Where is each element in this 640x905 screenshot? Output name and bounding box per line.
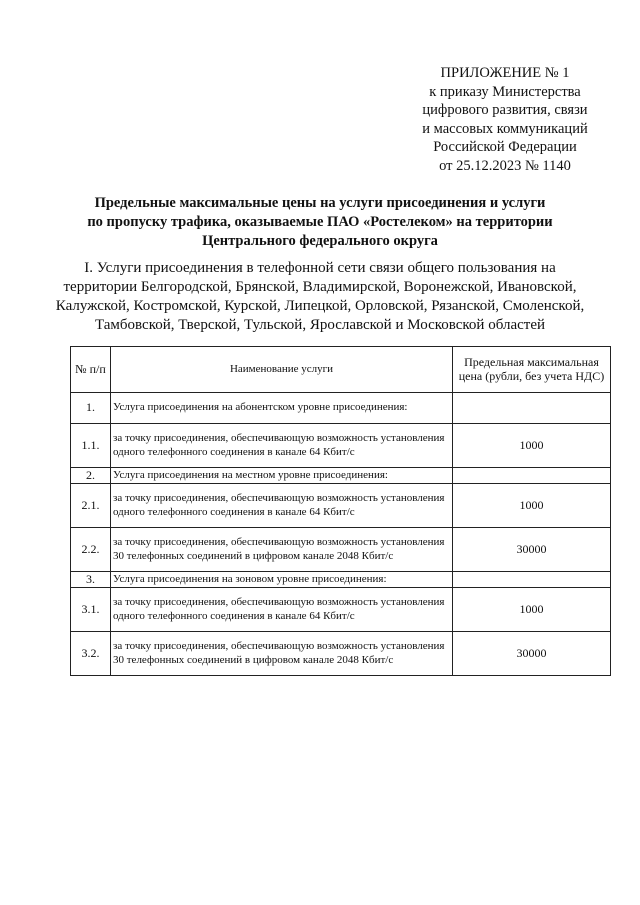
row-num: 3.2. [71,632,111,676]
table-row [71,484,611,528]
section-heading [40,259,600,335]
header-num: № п/п [71,347,111,393]
table-row [71,572,611,588]
row-price: 1000 [453,484,611,528]
row-price [453,572,611,588]
row-num: 2.2. [71,528,111,572]
section-line-2: территории Белгородской, Брянской, Владимирской, Воронежской, Ивановской, [63,279,577,295]
table-row [71,393,611,424]
section-line-4: Тамбовской, Тверской, Тульской, Ярославской и Московской областей [94,317,546,333]
row-price: 1000 [453,424,611,468]
row-price [453,468,611,484]
row-num: 1.1. [71,424,111,468]
title-line-1: Предельные максимальные цены на услуги присоединения и услуги [94,195,546,211]
row-service-name: Услуга присоединения на зоновом уровне присоединения: [111,572,453,588]
table-row [71,424,611,468]
section-line-3: Калужской, Костромской, Курской, Липецкой, Орловской, Рязанской, Смоленской, [55,298,585,314]
row-num: 3.1. [71,588,111,632]
row-price [453,393,611,424]
row-price: 30000 [453,528,611,572]
appendix-block [395,64,615,175]
row-price: 30000 [453,632,611,676]
table-row [71,528,611,572]
row-service-name: за точку присоединения, обеспечивающую возможность установления 30 телефонных соединений в цифровом канале 2048 Кбит/с [111,632,453,676]
appendix-order-line: к приказу Министерства [429,83,581,100]
row-num: 3. [71,572,111,588]
price-table [70,346,611,676]
row-num: 2. [71,468,111,484]
header-max-price: Предельная максимальная цена (рубли, без учета НДС) [453,347,611,393]
row-service-name: за точку присоединения, обеспечивающую возможность установления 30 телефонных соединений в цифровом канале 2048 Кбит/с [111,528,453,572]
table-row [71,588,611,632]
table-row [71,468,611,484]
document-title [40,194,600,251]
title-line-3: Центрального федерального округа [202,233,438,249]
table-row [71,632,611,676]
row-service-name: Услуга присоединения на абонентском уровне присоединения: [111,393,453,424]
row-num: 1. [71,393,111,424]
row-service-name: за точку присоединения, обеспечивающую возможность установления одного телефонного соединения в канале 64 Кбит/с [111,484,453,528]
appendix-date-line: от 25.12.2023 № 1140 [439,157,571,174]
row-service-name: за точку присоединения, обеспечивающую возможность установления одного телефонного соединения в канале 64 Кбит/с [111,588,453,632]
row-num: 2.1. [71,484,111,528]
table-header-row [71,347,611,393]
appendix-ministry-line-2: и массовых коммуникаций [422,120,588,137]
row-price: 1000 [453,588,611,632]
appendix-ministry-line: цифрового развития, связи [422,102,588,118]
title-line-2: по пропуску трафика, оказываемые ПАО «Ростелеком» на территории [87,214,553,230]
appendix-number: ПРИЛОЖЕНИЕ № 1 [440,65,570,81]
header-service-name: Наименование услуги [111,347,453,393]
row-service-name: за точку присоединения, обеспечивающую возможность установления одного телефонного соединения в канале 64 Кбит/с [111,424,453,468]
appendix-country-line: Российской Федерации [433,139,577,155]
row-service-name: Услуга присоединения на местном уровне присоединения: [111,468,453,484]
section-line-1: I. Услуги присоединения в телефонной сети связи общего пользования на [84,260,556,276]
